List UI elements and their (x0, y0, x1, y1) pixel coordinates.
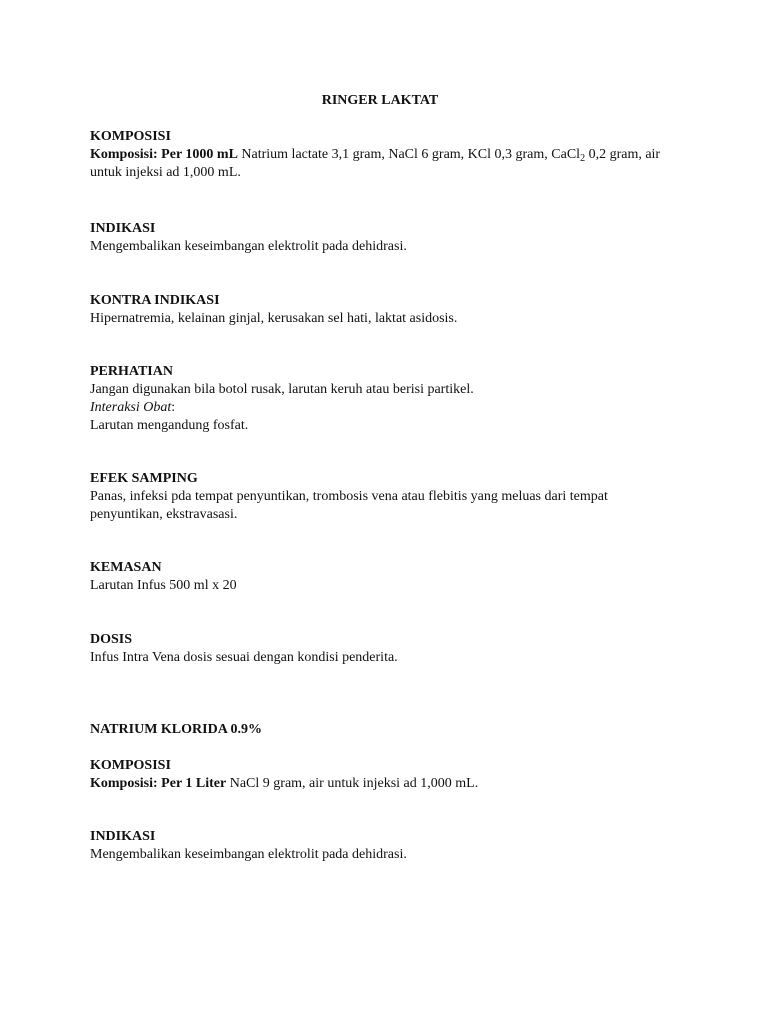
section-text: Infus Intra Vena dosis sesuai dengan kondisi penderita. (90, 650, 398, 665)
section-efek-samping (90, 470, 670, 524)
subscript: 2 (580, 153, 586, 164)
section-heading: PERHATIAN (90, 364, 173, 379)
section-text: Jangan digunakan bila botol rusak, larutan keruh atau berisi partikel. (90, 382, 474, 397)
section-indikasi-2 (90, 828, 670, 864)
section-heading: KEMASAN (90, 560, 162, 575)
section-indikasi (90, 220, 670, 256)
composition-text-cont: 0,2 gram, air untuk injeksi ad 1,000 mL. (90, 147, 661, 180)
section-text-2: Larutan mengandung fosfat. (90, 418, 249, 433)
section-komposisi-2 (90, 757, 670, 793)
section-komposisi (90, 128, 670, 182)
section-kontra-indikasi (90, 292, 670, 328)
section-heading: KOMPOSISI (90, 129, 171, 144)
section-heading: KOMPOSISI (90, 758, 171, 773)
composition-text: NaCl 9 gram, air untuk injeksi ad 1,000 mL. (226, 776, 479, 791)
composition-text: Natrium lactate 3,1 gram, NaCl 6 gram, KCl 0,3 gram, CaCl (237, 147, 581, 162)
section-dosis (90, 631, 670, 667)
section-text: Panas, infeksi pda tempat penyuntikan, trombosis vena atau flebitis yang meluas dari tempat penyuntikan, ekstravasasi. (90, 489, 608, 522)
section-heading: INDIKASI (90, 829, 156, 844)
section-heading: DOSIS (90, 632, 133, 647)
section-perhatian (90, 363, 670, 435)
colon: : (171, 400, 176, 415)
section-text (90, 146, 670, 182)
interaction-line (90, 399, 670, 417)
composition-label: Komposisi: Per 1 Liter (90, 776, 227, 791)
section-text (90, 775, 670, 793)
section-heading: INDIKASI (90, 221, 156, 236)
section-text: Hipernatremia, kelainan ginjal, kerusakan sel hati, laktat asidosis. (90, 311, 458, 326)
section-text: Larutan Infus 500 ml x 20 (90, 578, 237, 593)
composition-label: Komposisi: Per 1000 mL (90, 147, 238, 162)
section-text: Mengembalikan keseimbangan elektrolit pada dehidrasi. (90, 239, 407, 254)
section-kemasan (90, 559, 670, 595)
section-heading: KONTRA INDIKASI (90, 293, 220, 308)
interaction-label: Interaksi Obat (90, 400, 172, 415)
section-text: Mengembalikan keseimbangan elektrolit pada dehidrasi. (90, 847, 407, 862)
section-title-2: NATRIUM KLORIDA 0.9% (90, 722, 263, 737)
document-title: RINGER LAKTAT (321, 93, 439, 108)
section-heading: EFEK SAMPING (90, 471, 198, 486)
